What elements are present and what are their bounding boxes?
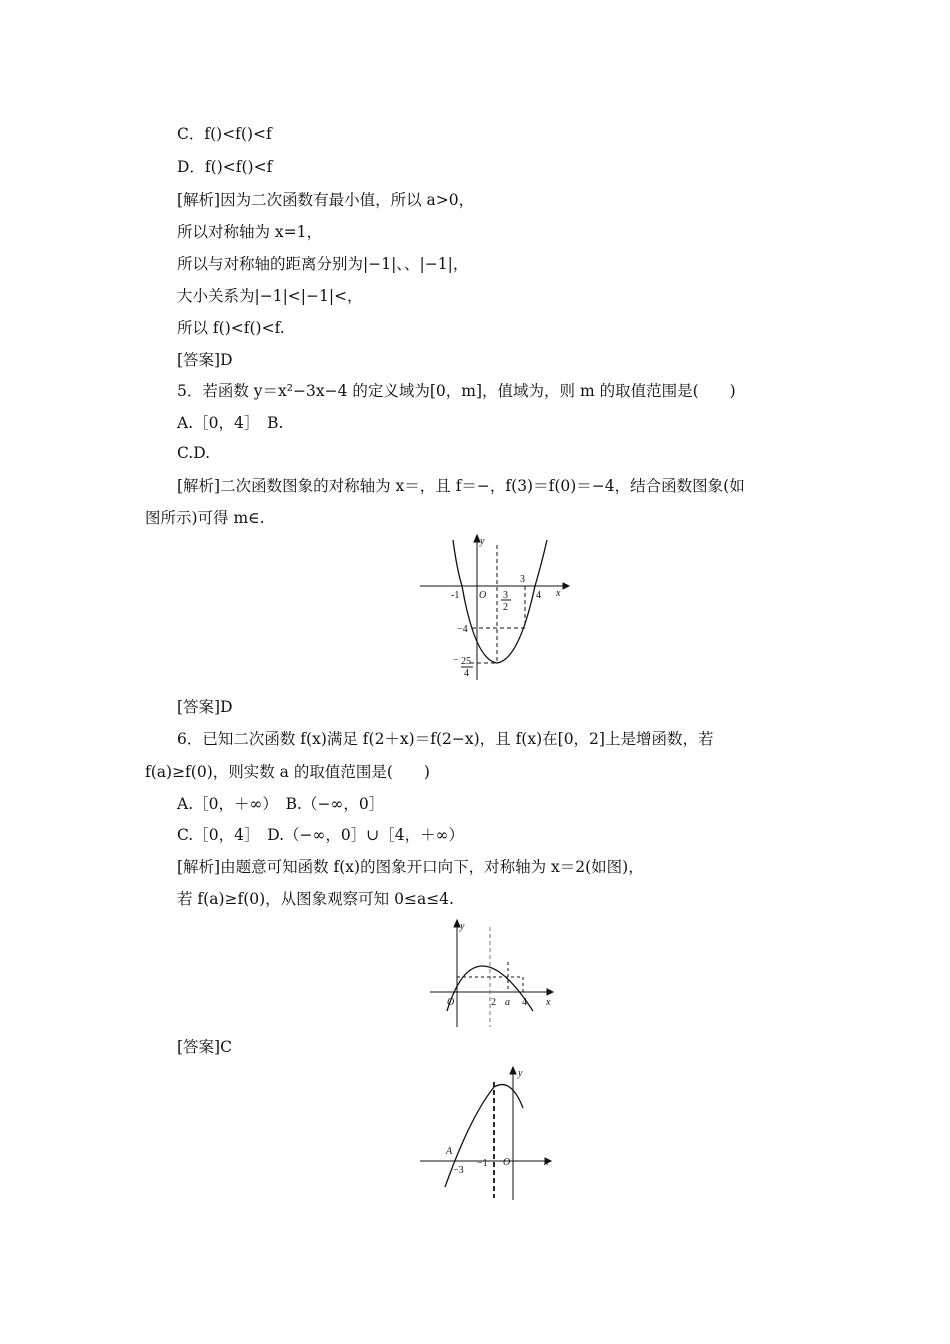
option-c-line: C．f()<f()<f [177, 125, 272, 143]
x-axis-arrow [547, 989, 553, 995]
options-line: C.D. [177, 444, 211, 462]
tick-4: 4 [536, 590, 541, 601]
y-label: y [460, 921, 465, 932]
analysis-line: [解析]由题意可知函数 f(x)的图象开口向下，对称轴为 x＝2(如图)， [177, 858, 644, 876]
origin-label: O [479, 590, 487, 601]
x-label: x [544, 1157, 549, 1168]
y-axis-arrow [510, 1067, 516, 1074]
tick-2: 2 [491, 997, 496, 1008]
tick-4: 4 [522, 997, 527, 1008]
frac-denominator: 2 [503, 602, 508, 613]
analysis-line: 所以对称轴为 x=1， [177, 223, 323, 241]
analysis-line: [解析]因为二次函数有最小值，所以 a>0， [177, 191, 475, 209]
option-d-line: D．f()<f()<f [177, 158, 273, 176]
options-line: A.［0，4］ B. [177, 414, 284, 432]
frac-numerator: 3 [503, 590, 508, 601]
question-6-cont: f(a)≥f(0)，则实数 a 的取值范围是( ) [145, 763, 430, 781]
tick-neg3: −3 [453, 1165, 464, 1176]
tick-neg1: -1 [451, 590, 460, 601]
parabola-curve [453, 540, 547, 663]
analysis-line: 所以 f()<f()<f. [177, 319, 285, 337]
tick-neg4: −4 [457, 624, 468, 635]
question-5: 5．若函数 y＝x²−3x−4 的定义域为[0，m]，值域为，则 m 的取值范围是( ) [177, 382, 736, 400]
parabola-figure-3 [415, 1062, 560, 1204]
tick-a: a [505, 997, 510, 1008]
minus-sign: − [453, 655, 459, 666]
options-line: A.［0，＋∞） B.（−∞，0］ [177, 795, 385, 813]
point-a-label: A [446, 1146, 453, 1157]
answer-line: [答案]D [177, 351, 233, 369]
parabola-figure-1 [415, 530, 575, 690]
answer-line: [答案]C [177, 1038, 232, 1056]
parabola-figure-2 [425, 915, 560, 1030]
y-label: y [480, 536, 485, 547]
question-6: 6．已知二次函数 f(x)满足 f(2＋x)＝f(2−x)，且 f(x)在[0，2]上是增函数，若 [177, 730, 714, 748]
options-line: C.［0，4］ D.（−∞，0］∪［4，＋∞） [177, 826, 465, 844]
origin-label: O [447, 997, 455, 1008]
answer-line: [答案]D [177, 698, 233, 716]
frac-numerator: 25 [461, 656, 471, 667]
origin-label: O [503, 1157, 511, 1168]
analysis-line: 若 f(a)≥f(0)，从图象观察可知 0≤a≤4. [177, 890, 454, 908]
tick-3: 3 [520, 574, 525, 585]
tick-neg1: −1 [477, 1158, 488, 1169]
frac-denominator: 4 [464, 668, 469, 679]
analysis-line: 大小关系为|−1|<|−1|<， [177, 287, 363, 305]
x-label: x [556, 588, 561, 599]
x-axis-arrow [563, 583, 569, 589]
analysis-line: [解析]二次函数图象的对称轴为 x＝，且 f＝−，f(3)＝f(0)＝−4，结合函数图象(如 [177, 477, 745, 495]
x-label: x [546, 997, 551, 1008]
analysis-line: 所以与对称轴的距离分别为|−1|、、|−1|， [177, 255, 469, 273]
y-label: y [518, 1068, 523, 1079]
analysis-line: 图所示)可得 m∈. [145, 509, 265, 527]
